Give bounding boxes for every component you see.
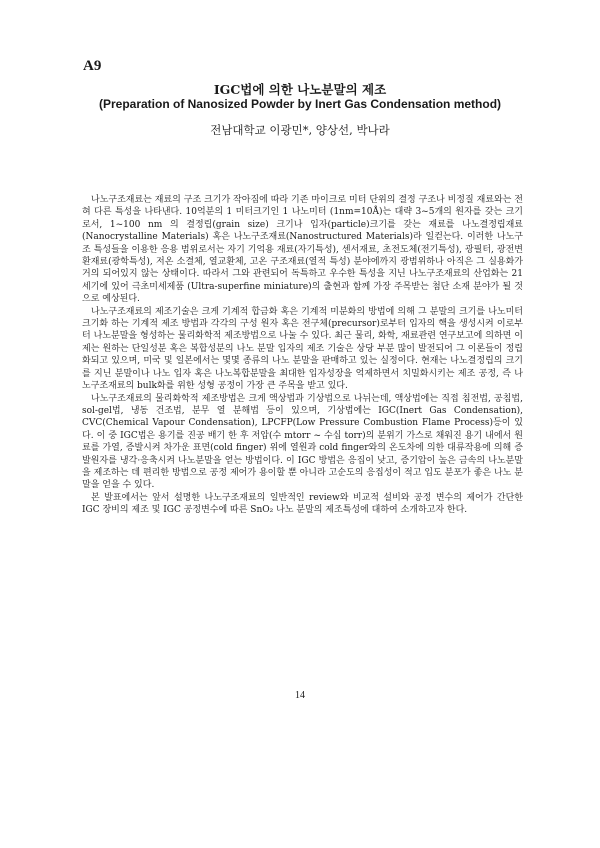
title-korean: IGC법에 의한 나노분말의 제조 xyxy=(213,82,387,97)
paragraph: 나노구조재료의 제조기술은 크게 기계적 합금화 혹은 기계적 미분화의 방법에 의해 그 분말의 크기를 나노미터크기화 하는 기계적 제조 방법과 각각의 구성 원자 혹은 전구체(precursor)로부터 입자의 핵을 생성시켜 이로부터 나노분말을 형성하는 물리화학적 제조방법으로 나눌 수 있다. 최근 물리, 화학, 재료관련 연구보고에 의하면 이제는 원하는 단일성분 혹은 복합성분의 나노 분말 입자의 제조 기술은 상당 부분 많이 발전되어 그 이론들이 정립화되고 있으며, 미국 및 일본에서는 몇몇 종류의 나노 분말을 판매하고 있는 실정이다. 현재는 나노결정립의 크기를 지닌 분말이나 나노 입자 혹은 나노복합분말을 최대한 입자성장을 억제하면서 치밀화시키는 제조 공정, 즉 나노구조재료의 bulk화를 위한 성형 공정이 가장 큰 주목을 받고 있다. xyxy=(82,306,523,392)
authors: 전남대학교 이광민*, 양상선, 박나라 xyxy=(210,123,390,137)
paragraph: 본 발표에서는 앞서 설명한 나노구조재료의 일반적인 review와 비교적 설비와 공정 변수의 제어가 간단한 IGC 장비의 제조 및 IGC 공정변수에 따른 SnO₂ 나노 분말의 제조특성에 대하여 소개하고자 한다. xyxy=(82,492,523,516)
abstract-code: A9 xyxy=(83,58,102,74)
page-number: 14 xyxy=(295,690,305,701)
paragraph: 나노구조재료는 재료의 구조 크기가 작아짐에 따라 기존 마이크로 미터 단위의 결정 구조나 비정질 재료와는 전혀 다른 특성을 나타낸다. 10억분의 1 미터크기인 1 나노미터 (1nm=10Å)는 대략 3~5개의 원자를 갖는 크기로서, 1~100 nm 의 결정립(grain size) 크기나 입자(particle)크기를 갖는 재료를 나노결정립재료(Nanocrystalline Materials) 혹은 나노구조재료(Nanostructured Materials)라 일컫는다. 이러한 나노구조 특성들을 이용한 응용 범위로서는 자기 기억용 재료(자기특성), 센서재료, 초전도체(전기특성), 광필터, 광전변환재료(광학특성), 저온 소결체, 열교환체, 고온 구조재료(열적 특성) 분야에까지 광범위하나 아직은 그 실용화가 거의 되어있지 않는 상태이다. 따라서 그와 관련되어 독특하고 우수한 특성을 지닌 나노구조재료의 산업화는 21세기에 있어 극초미세제품 (Ultra-superfine miniature)의 출현과 함께 가장 주목받는 첨단 소재 분야가 될 것으로 예상된다. xyxy=(82,195,523,305)
paragraph: 나노구조재료의 물리화학적 제조방법은 크게 액상법과 기상법으로 나뉘는데, 액상법에는 직접 침전법, 공침법, sol-gel법, 냉동 건조법, 분무 열 분해법 등이 있으며, 기상법에는 IGC(Inert Gas Condensation), CVC(Chemical Vapour Condensation), LPCFP(Low Pressure Combustion Flame Process)등이 있다. 이 중 IGC법은 용기를 진공 배기 한 후 저압(수 mtorr ~ 수십 torr)의 분위기 가스로 채워진 용기 내에서 원료를 가열, 증발시켜 차가운 표면(cold finger) 위에 열원과 cold finger와의 온도차에 의한 대류작용에 의해 증발원자를 냉각·응축시켜 나노분말을 얻는 방법이다. 이 IGC 방법은 응집이 낮고, 증기압이 높은 금속의 나노분말을 제조하는 데 편리한 방법으로 공정 제어가 용이할 뿐 아니라 고순도의 응집성이 적고 입도 분포가 좋은 나노 분말을 얻을 수 있다. xyxy=(82,393,523,491)
title-english: (Preparation of Nanosized Powder by Inert Gas Condensation method) xyxy=(98,97,502,111)
abstract-body xyxy=(82,194,523,517)
